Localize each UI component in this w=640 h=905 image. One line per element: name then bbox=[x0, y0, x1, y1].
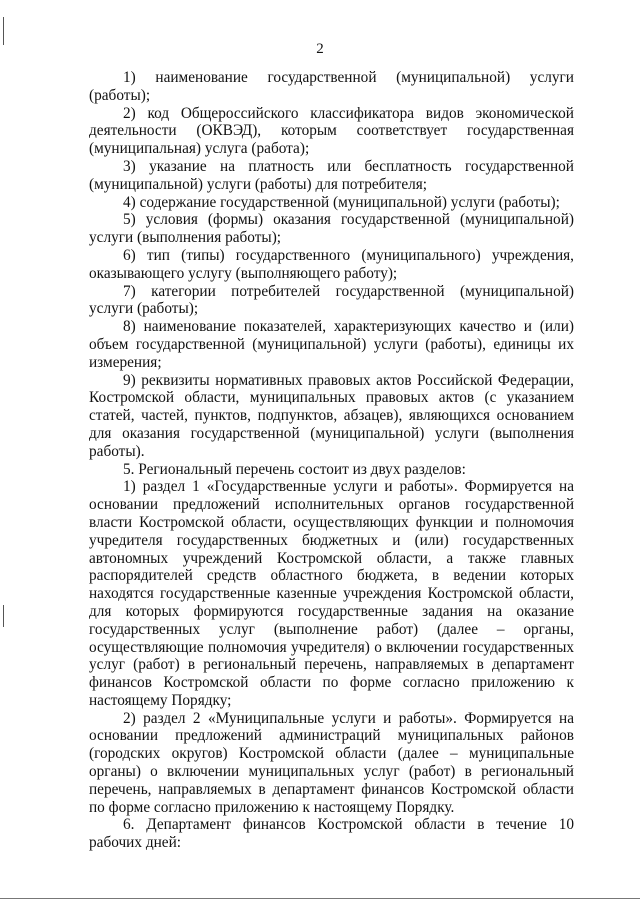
paragraph-item-4: 4) содержание государственной (муниципальной) услуги (работы); bbox=[123, 193, 560, 211]
paragraph-section-5-item-1: 1) раздел 1 «Государственные услуги и работы». Формируется на основании предложений исполнительных органов государственной власти Костромской области, осуществляющих функции и полномочия учредителя государственных бюджетных и (или) государственных автономных учреждений Костромской области, а также главных распорядителей средств областного бюджета, в ведении которых находятся государственные казенные учреждения Костромской области, для которых формируются государственные задания на оказание государственных услуг (выполнение работ) (далее – органы, осуществляющие полномочия учредителя) о включении государственных услуг (работ) в региональный перечень, направляемых в департамент финансов Костромской области по форме согласно приложению к настоящему Порядку; bbox=[89, 478, 574, 709]
paragraph-item-8: 8) наименование показателей, характеризующих качество и (или) объем государственной (муниципальной) услуги (работы), единицы их измерения; bbox=[89, 318, 574, 371]
paragraph-section-5: 5. Региональный перечень состоит из двух разделов: bbox=[123, 460, 466, 478]
paragraph-item-6: 6) тип (типы) государственного (муниципального) учреждения, оказывающего услугу (выполняющего работу); bbox=[89, 246, 574, 282]
paragraph-item-7: 7) категории потребителей государственной (муниципальной) услуги (работы); bbox=[89, 282, 574, 318]
page-number: 2 bbox=[316, 41, 324, 57]
paragraph-section-5-item-2: 2) раздел 2 «Муниципальные услуги и работы». Формируется на основании предложений администраций муниципальных районов (городских округов) Костромской области (далее – муниципальные органы) о включении муниципальных услуг (работ) в региональный перечень, направляемых в департамент финансов Костромской области по форме согласно приложению к настоящему Порядку. bbox=[89, 709, 574, 816]
paragraph-item-3: 3) указание на платность или бесплатность государственной (муниципальной) услуги (работы) для потребителя; bbox=[89, 157, 574, 193]
scan-edge-mark-middle bbox=[3, 605, 4, 627]
paragraph-item-9: 9) реквизиты нормативных правовых актов Российской Федерации, Костромской области, муниципальных правовых актов (с указанием статей, частей, пунктов, подпунктов, абзацев), являющихся основанием для оказания государственной (муниципальной) услуги (выполнения работы). bbox=[89, 371, 574, 460]
paragraph-section-6: 6. Департамент финансов Костромской области в течение 10 рабочих дней: bbox=[89, 816, 574, 852]
paragraph-item-1: 1) наименование государственной (муниципальной) услуги (работы); bbox=[89, 69, 574, 104]
paragraph-item-5: 5) условия (формы) оказания государственной (муниципальной) услуги (выполнения работы); bbox=[89, 211, 574, 247]
scan-bottom-edge bbox=[0, 898, 640, 899]
paragraph-item-2: 2) код Общероссийского классификатора видов экономической деятельности (ОКВЭД), которым соответствует государственная (муниципальная) услуга (работа); bbox=[89, 104, 574, 158]
document-body bbox=[89, 69, 574, 852]
